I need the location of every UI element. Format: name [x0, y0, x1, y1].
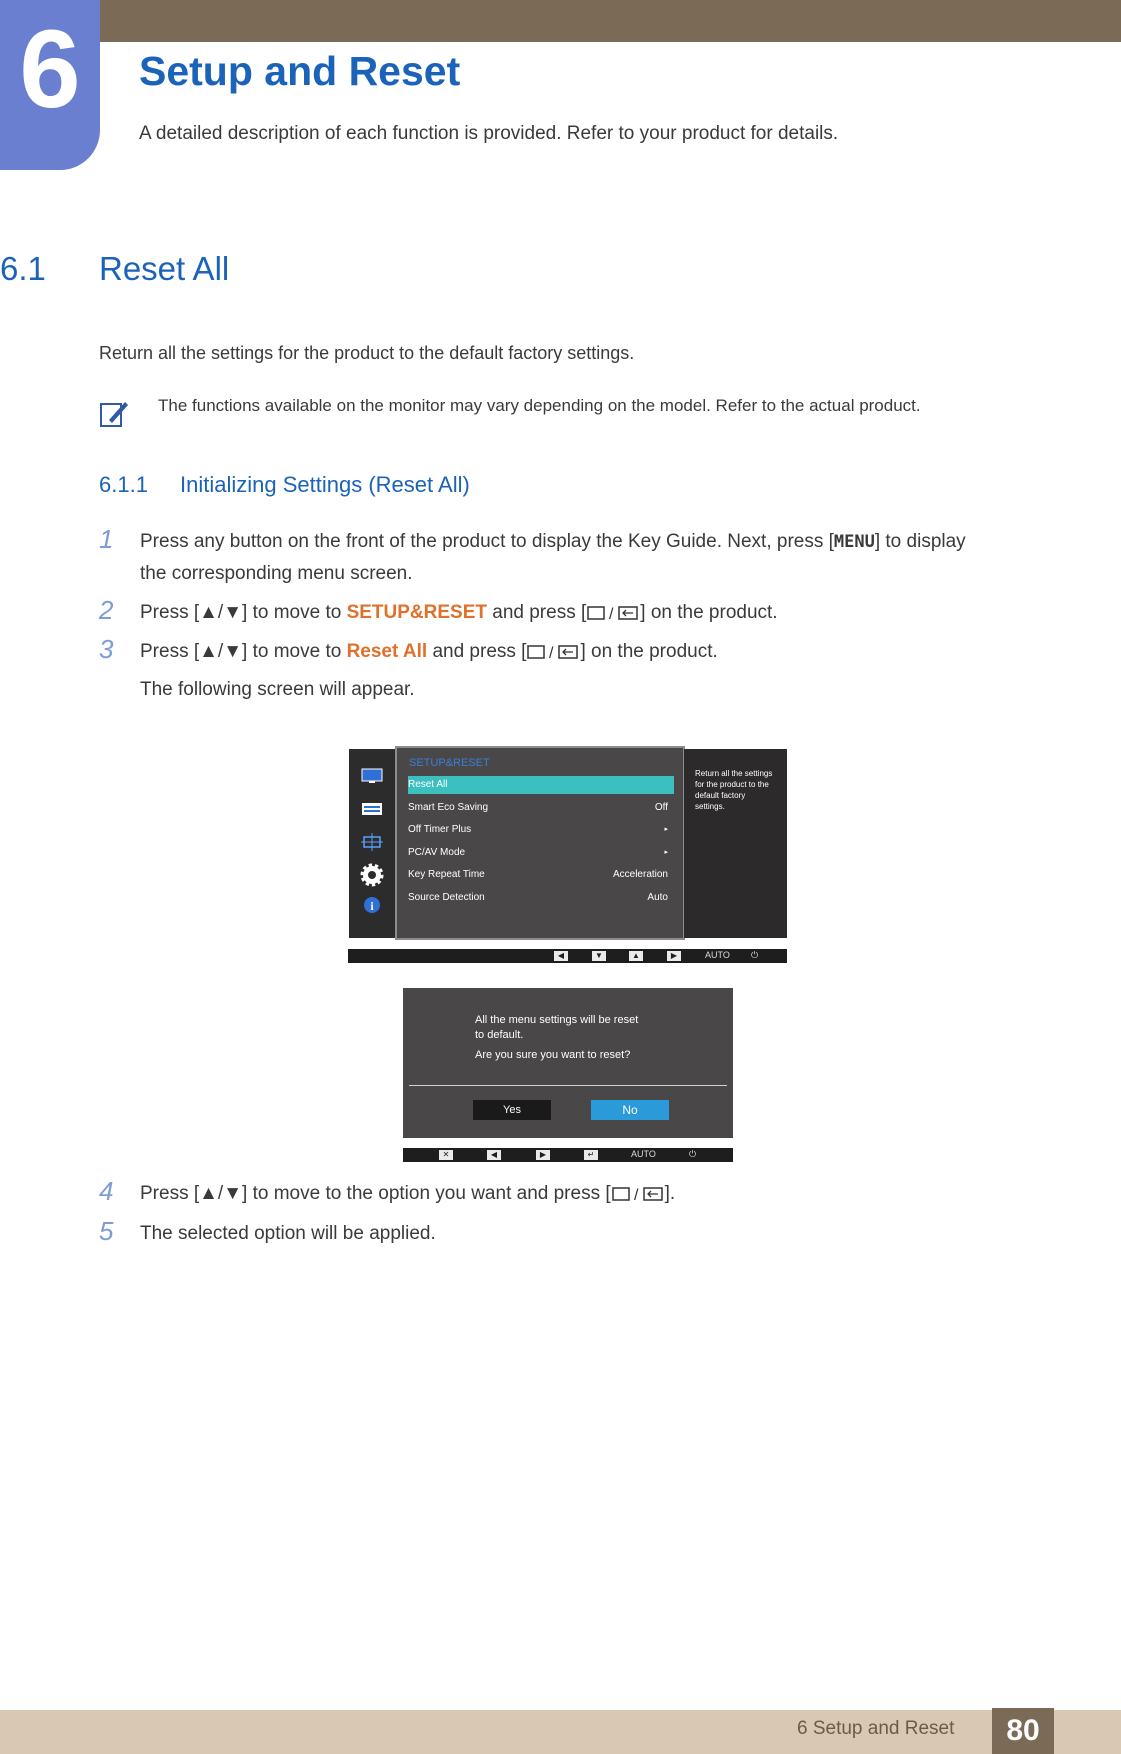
down-arrow-icon[interactable]: ▼ [592, 951, 606, 961]
yes-button[interactable]: Yes [473, 1100, 551, 1120]
up-down-arrow-icon: ▲/▼ [199, 602, 243, 624]
menu-key: MENU [833, 532, 875, 552]
resize-icon [361, 833, 383, 851]
step-number: 4 [99, 1176, 114, 1206]
right-arrow-icon[interactable]: ▶ [536, 1150, 550, 1160]
chapter-description: A detailed description of each function is provided. Refer to your product for details. [139, 123, 839, 144]
osd-item-reset-all[interactable]: Reset All [408, 776, 674, 794]
power-icon[interactable]: ⏻ [689, 1149, 697, 1159]
osd-icon-column [349, 749, 395, 938]
left-arrow-icon[interactable]: ◀ [487, 1150, 501, 1160]
power-icon[interactable]: ⏻ [751, 950, 759, 960]
dialog-divider [409, 1085, 727, 1086]
dialog-question: Are you sure you want to reset? [475, 1049, 631, 1061]
step-2-text: Press [▲/▼] to move to SETUP&RESET and press [ / ] on the product. [140, 597, 778, 628]
svg-text:/: / [609, 605, 614, 622]
osd-key-guide-bar [348, 949, 787, 963]
page-number: 80 [992, 1708, 1054, 1754]
up-down-arrow-icon: ▲/▼ [199, 641, 243, 663]
close-icon[interactable]: ✕ [439, 1150, 453, 1160]
svg-text:/: / [549, 644, 554, 661]
reset-confirm-dialog [403, 988, 733, 1138]
dialog-key-guide-bar [403, 1148, 733, 1162]
osd-item-smart-eco-saving[interactable]: Smart Eco Saving Off [408, 802, 668, 813]
osd-item-key-repeat-time[interactable]: Key Repeat Time Acceleration [408, 869, 668, 880]
osd-help-text: Return all the settings for the product to the default factory settings. [695, 769, 773, 811]
osd-item-pc-av-mode[interactable]: PC/AV Mode ▸ [408, 847, 668, 858]
right-arrow-icon[interactable]: ▶ [667, 951, 681, 961]
section-number: 6.1 [0, 250, 46, 287]
up-arrow-icon[interactable]: ▲ [629, 951, 643, 961]
osd-menu-panel [395, 746, 685, 940]
enter-icon[interactable]: ↵ [584, 1150, 598, 1160]
chapter-number-tab: 6 [0, 0, 100, 170]
source-enter-icon [586, 604, 640, 622]
left-arrow-icon[interactable]: ◀ [554, 951, 568, 961]
step-number: 3 [99, 634, 114, 664]
osd-item-off-timer-plus[interactable]: Off Timer Plus ▸ [408, 824, 668, 835]
note-text: The functions available on the monitor may vary depending on the model. Refer to the actual product. [158, 396, 921, 415]
step-4-text: Press [▲/▼] to move to the option you want and press [ / ]. [140, 1178, 675, 1209]
step-number: 1 [99, 524, 114, 554]
section-title: Reset All [99, 250, 230, 287]
section-description: Return all the settings for the product to the default factory settings. [99, 343, 635, 363]
no-button[interactable]: No [591, 1100, 669, 1120]
chapter-title: Setup and Reset [139, 48, 461, 94]
svg-text:/: / [633, 1186, 639, 1203]
monitor-icon [361, 768, 383, 784]
info-icon [363, 896, 381, 914]
osd-item-source-detection[interactable]: Source Detection Auto [408, 892, 668, 903]
dialog-message-line1: All the menu settings will be reset [475, 1014, 639, 1026]
gear-icon [359, 862, 385, 888]
footer-chapter: 6 Setup and Reset [797, 1718, 955, 1739]
svg-text:i: i [370, 899, 374, 913]
source-enter-icon [611, 1185, 665, 1203]
step-number: 5 [99, 1216, 114, 1246]
picture-settings-icon [361, 802, 383, 816]
osd-menu-header: SETUP&RESET [409, 757, 490, 769]
note-pencil-icon [99, 398, 129, 428]
top-bar [0, 0, 1121, 42]
step-3-text: Press [▲/▼] to move to Reset All and press [ / ] on the product. [140, 636, 718, 667]
step-3-followup: The following screen will appear. [140, 679, 415, 700]
up-down-arrow-icon: ▲/▼ [199, 1183, 243, 1205]
step-1-text: Press any button on the front of the product to display the Key Guide. Next, press [MENU] to display the corresponding menu screen. [140, 531, 966, 584]
auto-button[interactable]: AUTO [705, 950, 730, 960]
step-number: 2 [99, 595, 114, 625]
step-5-text: The selected option will be applied. [140, 1223, 436, 1244]
auto-button[interactable]: AUTO [631, 1149, 656, 1159]
subsection-number: 6.1.1 [99, 472, 148, 497]
source-enter-icon [526, 643, 580, 661]
subsection-title: Initializing Settings (Reset All) [180, 472, 470, 497]
osd-help-panel [684, 749, 787, 938]
dialog-message-line2: to default. [475, 1029, 524, 1041]
